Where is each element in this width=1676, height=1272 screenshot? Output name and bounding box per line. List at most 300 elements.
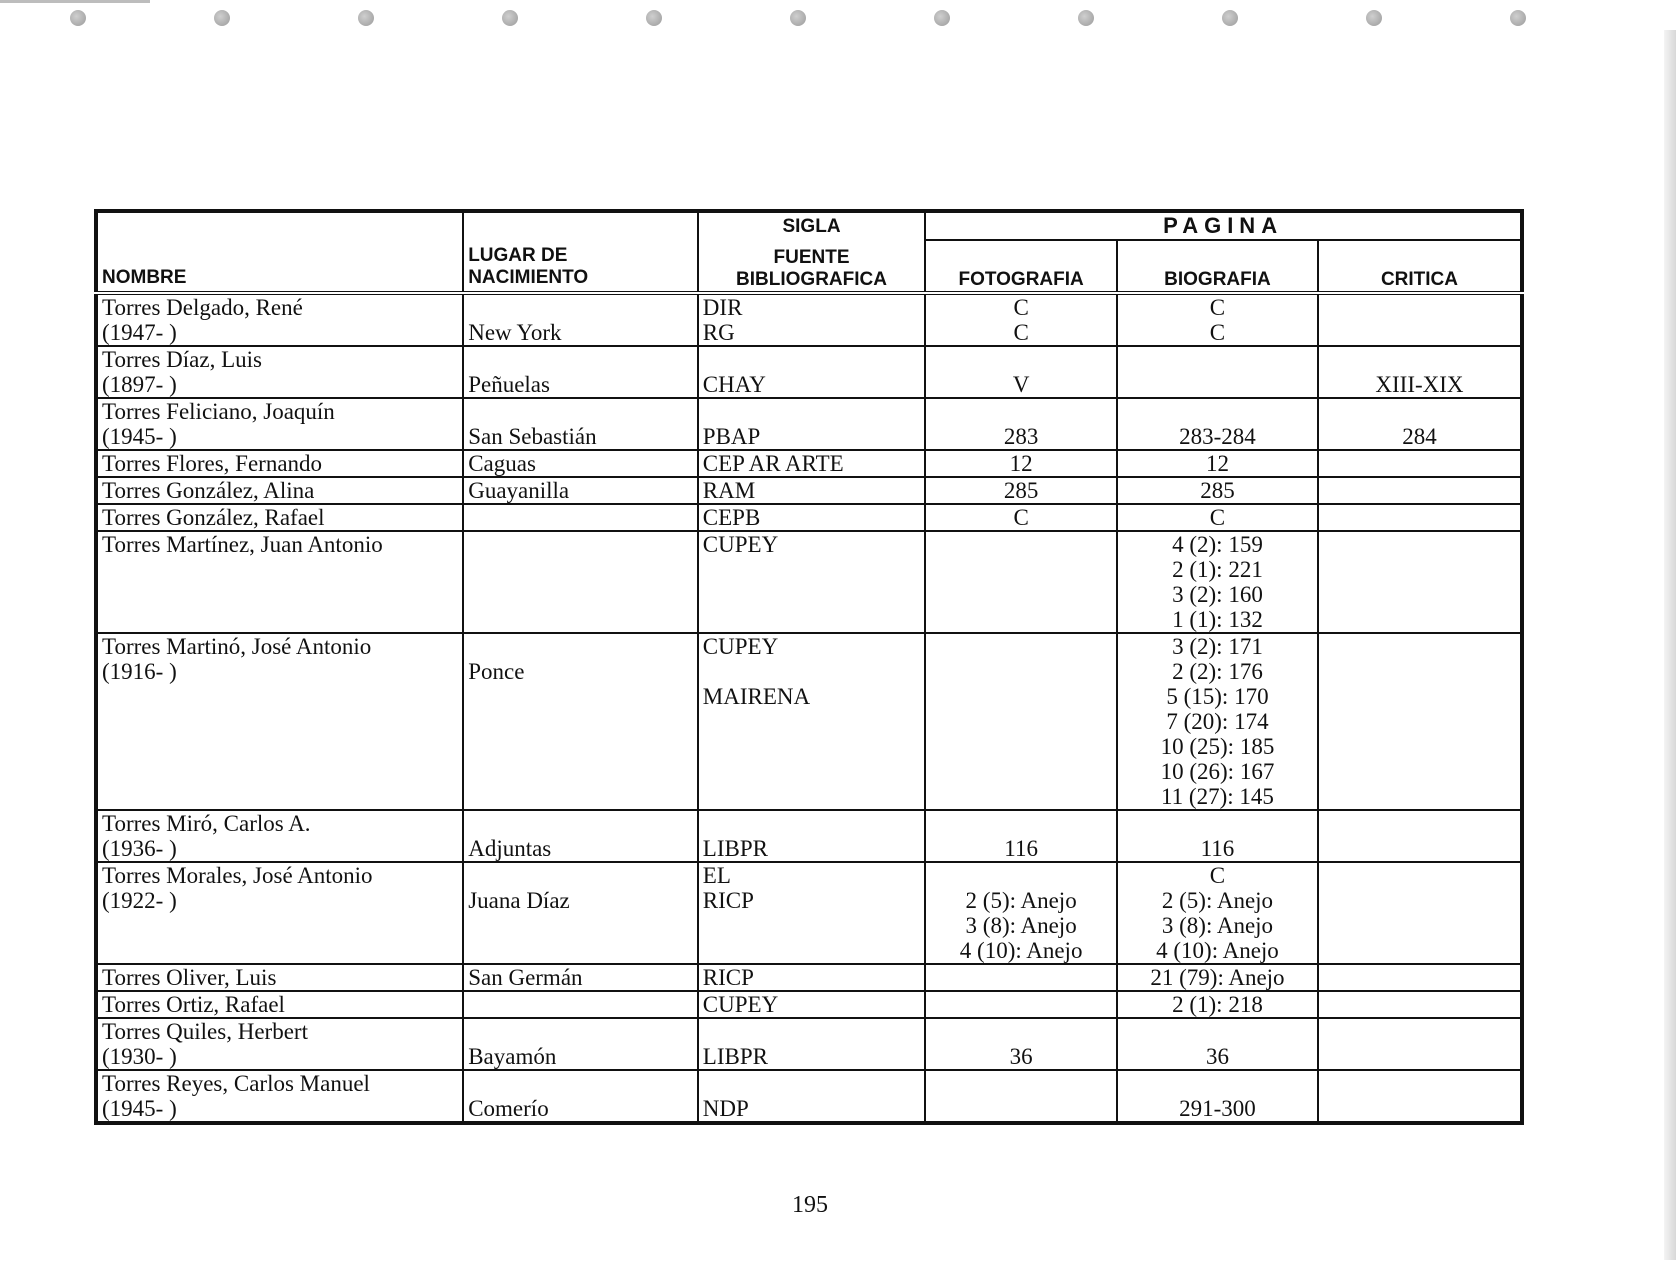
cell-sigla-line xyxy=(703,938,920,963)
cell-biografia xyxy=(1117,633,1318,810)
cell-nombre-line: Torres Miró, Carlos A. xyxy=(102,811,311,836)
col-header-biografia: BIOGRAFIA xyxy=(1117,240,1318,293)
cell-critica xyxy=(1318,1070,1522,1123)
cell-lugar-line: San Germán xyxy=(468,965,583,990)
cell-nombre-line: Torres Morales, José Antonio xyxy=(102,863,373,888)
cell-lugar-line: San Sebastián xyxy=(468,424,597,449)
table-body xyxy=(96,293,1522,1123)
cell-biografia-line: 7 (20): 174 xyxy=(1166,709,1269,734)
cell-lugar-line xyxy=(468,863,693,888)
cell-lugar-line xyxy=(468,709,693,734)
cell-nombre-line: (1916- ) xyxy=(102,659,177,684)
cell-sigla xyxy=(698,398,925,450)
cell-fotografia-line: 2 (5): Anejo xyxy=(965,888,1077,913)
table-row xyxy=(96,862,1522,964)
cell-sigla-line xyxy=(703,399,920,424)
cell-lugar-line xyxy=(468,607,693,632)
col-header-fuente xyxy=(698,240,925,293)
cell-nombre xyxy=(96,964,463,991)
cell-biografia xyxy=(1117,504,1318,531)
cell-biografia-line: 3 (8): Anejo xyxy=(1161,913,1274,938)
cell-critica xyxy=(1318,964,1522,991)
cell-fotografia-line xyxy=(930,684,1112,709)
punch-hole xyxy=(790,10,806,26)
cell-biografia-line: 10 (26): 167 xyxy=(1160,759,1275,784)
cell-sigla xyxy=(698,450,925,477)
cell-biografia xyxy=(1117,862,1318,964)
cell-nombre-line: Torres Reyes, Carlos Manuel xyxy=(102,1071,370,1096)
cell-sigla xyxy=(698,810,925,862)
cell-sigla xyxy=(698,346,925,398)
cell-fotografia-line xyxy=(930,734,1112,759)
col-header-fotografia: FOTOGRAFIA xyxy=(925,240,1117,293)
cell-sigla-line xyxy=(703,607,920,632)
cell-critica xyxy=(1318,293,1522,346)
cell-critica-line xyxy=(1323,634,1516,659)
col-header-lugar xyxy=(463,211,698,293)
cell-critica-line: XIII-XIX xyxy=(1375,372,1464,397)
cell-lugar xyxy=(463,531,698,633)
cell-biografia-line: 2 (1): 221 xyxy=(1172,557,1263,582)
punch-hole xyxy=(1366,10,1382,26)
cell-nombre xyxy=(96,531,463,633)
cell-critica xyxy=(1318,633,1522,810)
cell-critica xyxy=(1318,991,1522,1018)
cell-nombre xyxy=(96,346,463,398)
cell-biografia-line: 283-284 xyxy=(1179,424,1256,449)
cell-fotografia xyxy=(925,862,1117,964)
cell-fotografia-line xyxy=(930,1096,1112,1121)
cell-nombre xyxy=(96,1018,463,1070)
punch-hole xyxy=(1510,10,1526,26)
cell-fotografia-line: 36 xyxy=(1009,1044,1033,1069)
cell-sigla-line: CUPEY xyxy=(702,634,779,659)
cell-nombre-line: (1947- ) xyxy=(102,320,177,345)
table-row xyxy=(96,504,1522,531)
cell-lugar-line xyxy=(468,582,693,607)
cell-biografia-line xyxy=(1122,1019,1313,1044)
cell-biografia-line: 4 (2): 159 xyxy=(1172,532,1263,557)
cell-fotografia xyxy=(925,1070,1117,1123)
cell-biografia xyxy=(1117,450,1318,477)
cell-lugar-line xyxy=(468,734,693,759)
cell-lugar-line xyxy=(468,634,693,659)
cell-critica-line xyxy=(1323,659,1516,684)
cell-sigla-line xyxy=(703,1019,920,1044)
cell-nombre-line: Torres Oliver, Luis xyxy=(102,965,277,990)
cell-fotografia-line xyxy=(930,659,1112,684)
cell-fotografia xyxy=(925,398,1117,450)
cell-biografia-line: 10 (25): 185 xyxy=(1160,734,1275,759)
cell-critica-line xyxy=(1323,811,1516,836)
cell-lugar xyxy=(463,346,698,398)
cell-critica-line xyxy=(1323,784,1516,809)
punch-hole xyxy=(934,10,950,26)
biography-index-table xyxy=(94,209,1524,1125)
cell-fotografia-line xyxy=(930,582,1112,607)
table-row xyxy=(96,346,1522,398)
cell-fotografia-line: 116 xyxy=(1004,836,1038,861)
cell-nombre xyxy=(96,810,463,862)
cell-sigla xyxy=(698,964,925,991)
cell-biografia-line: 12 xyxy=(1205,451,1229,476)
cell-fotografia-line: 283 xyxy=(1003,424,1039,449)
table-row xyxy=(96,398,1522,450)
cell-lugar xyxy=(463,450,698,477)
cell-critica xyxy=(1318,1018,1522,1070)
cell-lugar-line xyxy=(468,759,693,784)
cell-lugar xyxy=(463,862,698,964)
cell-fotografia xyxy=(925,991,1117,1018)
cell-fotografia-line xyxy=(930,863,1112,888)
cell-critica-line xyxy=(1323,938,1516,963)
cell-fotografia-line xyxy=(930,1071,1112,1096)
cell-sigla-line: EL xyxy=(702,863,731,888)
cell-nombre xyxy=(96,633,463,810)
cell-biografia-line: 11 (27): 145 xyxy=(1161,784,1274,809)
cell-nombre-line xyxy=(102,582,458,607)
cell-nombre xyxy=(96,477,463,504)
cell-fotografia-line: 3 (8): Anejo xyxy=(965,913,1077,938)
cell-sigla-line xyxy=(703,784,920,809)
cell-critica xyxy=(1318,862,1522,964)
cell-critica-line xyxy=(1323,684,1516,709)
cell-sigla-line xyxy=(703,1071,920,1096)
cell-lugar xyxy=(463,293,698,346)
cell-fotografia xyxy=(925,477,1117,504)
cell-fotografia xyxy=(925,1018,1117,1070)
cell-critica xyxy=(1318,477,1522,504)
cell-critica-line xyxy=(1323,607,1516,632)
cell-nombre-line: (1936- ) xyxy=(102,836,177,861)
cell-biografia-line: 3 (2): 171 xyxy=(1172,634,1263,659)
cell-biografia-line xyxy=(1122,811,1313,836)
cell-biografia-line: 285 xyxy=(1200,478,1235,503)
cell-critica-line xyxy=(1323,347,1516,372)
cell-sigla-line xyxy=(703,759,920,784)
cell-critica xyxy=(1318,810,1522,862)
cell-lugar-line xyxy=(468,811,693,836)
cell-biografia-line: 2 (1): 218 xyxy=(1172,992,1263,1017)
cell-lugar xyxy=(463,477,698,504)
cell-nombre-line: Torres Ortiz, Rafael xyxy=(102,992,285,1017)
cell-lugar xyxy=(463,991,698,1018)
col-header-critica: CRITICA xyxy=(1318,240,1522,293)
table-row xyxy=(96,991,1522,1018)
cell-critica-line xyxy=(1323,295,1516,320)
cell-fotografia-line: 4 (10): Anejo xyxy=(959,938,1083,963)
cell-fotografia xyxy=(925,810,1117,862)
cell-sigla-line: CEP AR ARTE xyxy=(702,451,844,476)
table-row xyxy=(96,293,1522,346)
cell-critica-line xyxy=(1323,532,1516,557)
cell-fotografia-line xyxy=(930,532,1112,557)
cell-nombre-line: Torres Martinó, José Antonio xyxy=(102,634,372,659)
cell-lugar-line: Peñuelas xyxy=(468,372,550,397)
cell-sigla-line: LIBPR xyxy=(702,836,768,861)
cell-fotografia-line: C xyxy=(1013,505,1029,530)
cell-biografia-line xyxy=(1122,1071,1313,1096)
cell-biografia-line: 2 (2): 176 xyxy=(1172,659,1263,684)
cell-biografia-line: 5 (15): 170 xyxy=(1166,684,1269,709)
cell-nombre-line: Torres Quiles, Herbert xyxy=(102,1019,308,1044)
cell-nombre-line: Torres Flores, Fernando xyxy=(102,451,323,476)
cell-nombre-line xyxy=(102,784,458,809)
page-edge-shadow xyxy=(1664,30,1676,1260)
cell-fotografia-line xyxy=(930,607,1112,632)
cell-lugar-line xyxy=(468,1019,693,1044)
cell-fotografia-line xyxy=(930,1019,1112,1044)
punch-hole xyxy=(646,10,662,26)
cell-sigla-line: CUPEY xyxy=(702,532,779,557)
col-header-fuente-line1: FUENTE xyxy=(773,247,850,268)
cell-nombre-line: (1945- ) xyxy=(102,1096,177,1121)
cell-fotografia-line xyxy=(930,811,1112,836)
cell-biografia-line: C xyxy=(1209,505,1226,530)
punch-hole xyxy=(502,10,518,26)
cell-fotografia xyxy=(925,293,1117,346)
table-row xyxy=(96,531,1522,633)
cell-nombre xyxy=(96,1070,463,1123)
cell-biografia xyxy=(1117,477,1318,504)
cell-biografia-line: C xyxy=(1209,863,1226,888)
cell-biografia xyxy=(1117,1018,1318,1070)
cell-fotografia-line xyxy=(930,709,1112,734)
cell-nombre-line xyxy=(102,938,458,963)
table-row xyxy=(96,450,1522,477)
cell-lugar-line xyxy=(468,532,693,557)
cell-nombre-line: Torres González, Rafael xyxy=(102,505,325,530)
cell-biografia-line: C xyxy=(1209,320,1226,345)
cell-fotografia-line xyxy=(930,399,1112,424)
cell-biografia-line: 4 (10): Anejo xyxy=(1156,938,1279,963)
col-header-pagina: PAGINA xyxy=(925,211,1522,240)
cell-biografia-line: C xyxy=(1209,295,1226,320)
cell-critica-line: 284 xyxy=(1402,424,1437,449)
cell-biografia xyxy=(1117,991,1318,1018)
cell-nombre xyxy=(96,504,463,531)
cell-nombre xyxy=(96,293,463,346)
cell-fotografia-line: C xyxy=(1013,320,1029,345)
table-row xyxy=(96,1018,1522,1070)
cell-critica xyxy=(1318,504,1522,531)
cell-sigla xyxy=(698,531,925,633)
cell-lugar xyxy=(463,964,698,991)
cell-nombre-line: (1930- ) xyxy=(102,1044,177,1069)
table-row xyxy=(96,1070,1522,1123)
cell-lugar xyxy=(463,1018,698,1070)
cell-sigla-line: MAIRENA xyxy=(702,684,811,709)
cell-fotografia-line: C xyxy=(1013,295,1029,320)
cell-sigla-line: PBAP xyxy=(702,424,761,449)
cell-fotografia-line xyxy=(930,634,1112,659)
cell-sigla-line: RAM xyxy=(702,478,756,503)
cell-critica-line xyxy=(1323,399,1516,424)
cell-biografia-line: 1 (1): 132 xyxy=(1172,607,1263,632)
cell-sigla-line: RICP xyxy=(702,965,754,990)
cell-sigla xyxy=(698,293,925,346)
table-row xyxy=(96,477,1522,504)
cell-fotografia-line: 285 xyxy=(1003,478,1039,503)
cell-sigla-line xyxy=(703,659,920,684)
cell-fotografia xyxy=(925,346,1117,398)
cell-nombre-line: (1945- ) xyxy=(102,424,177,449)
cell-lugar-line xyxy=(468,347,693,372)
cell-sigla-line: CEPB xyxy=(702,505,761,530)
cell-critica-line xyxy=(1323,557,1516,582)
cell-lugar-line xyxy=(468,557,693,582)
cell-fotografia-line xyxy=(930,784,1112,809)
cell-biografia xyxy=(1117,810,1318,862)
punch-hole xyxy=(70,10,86,26)
cell-biografia xyxy=(1117,1070,1318,1123)
cell-biografia-line: 2 (5): Anejo xyxy=(1161,888,1274,913)
cell-fotografia xyxy=(925,504,1117,531)
cell-lugar-line xyxy=(468,938,693,963)
cell-lugar xyxy=(463,633,698,810)
cell-sigla xyxy=(698,862,925,964)
cell-biografia-line xyxy=(1122,372,1313,397)
cell-sigla xyxy=(698,477,925,504)
cell-sigla-line: LIBPR xyxy=(702,1044,768,1069)
cell-sigla-line xyxy=(703,709,920,734)
cell-nombre-line: Torres Feliciano, Joaquín xyxy=(102,399,335,424)
cell-biografia-line: 291-300 xyxy=(1179,1096,1256,1121)
cell-biografia xyxy=(1117,346,1318,398)
cell-critica-line xyxy=(1323,1071,1516,1096)
cell-sigla xyxy=(698,1018,925,1070)
cell-nombre-line: (1897- ) xyxy=(102,372,177,397)
cell-biografia-line xyxy=(1122,347,1313,372)
cell-critica-line xyxy=(1323,863,1516,888)
cell-nombre-line xyxy=(102,709,458,734)
cell-lugar-line: Juana Díaz xyxy=(468,888,570,913)
cell-sigla-line xyxy=(703,557,920,582)
punch-hole xyxy=(358,10,374,26)
cell-fotografia-line xyxy=(930,347,1112,372)
cell-nombre xyxy=(96,991,463,1018)
cell-critica-line xyxy=(1323,451,1516,476)
col-header-lugar-line2: NACIMIENTO xyxy=(468,267,589,288)
scan-edge xyxy=(0,0,150,3)
cell-nombre-line xyxy=(102,759,458,784)
col-header-lugar-line1: LUGAR DE xyxy=(468,245,568,266)
cell-sigla-line xyxy=(703,347,920,372)
cell-nombre xyxy=(96,398,463,450)
cell-nombre xyxy=(96,450,463,477)
cell-sigla-line xyxy=(703,734,920,759)
cell-sigla xyxy=(698,633,925,810)
cell-critica-line xyxy=(1323,992,1516,1017)
cell-critica-line xyxy=(1323,734,1516,759)
cell-lugar-line: Bayamón xyxy=(468,1044,557,1069)
cell-critica-line xyxy=(1323,709,1516,734)
cell-biografia-line: 36 xyxy=(1205,1044,1229,1069)
cell-biografia xyxy=(1117,531,1318,633)
cell-critica-line xyxy=(1323,913,1516,938)
cell-critica-line xyxy=(1323,1044,1516,1069)
cell-nombre-line: (1922- ) xyxy=(102,888,177,913)
cell-lugar-line: Comerío xyxy=(468,1096,549,1121)
cell-nombre-line: Torres González, Alina xyxy=(102,478,315,503)
cell-lugar-line: Ponce xyxy=(468,659,525,684)
cell-sigla xyxy=(698,504,925,531)
cell-biografia-line xyxy=(1122,399,1313,424)
cell-nombre-line xyxy=(102,913,458,938)
punch-holes xyxy=(0,10,1676,30)
punch-hole xyxy=(214,10,230,26)
cell-lugar-line: Caguas xyxy=(468,451,536,476)
cell-nombre-line xyxy=(102,734,458,759)
page-number: 195 xyxy=(792,1192,828,1218)
cell-sigla-line xyxy=(703,811,920,836)
cell-biografia xyxy=(1117,398,1318,450)
cell-fotografia-line: 12 xyxy=(1009,451,1033,476)
cell-sigla-line xyxy=(703,582,920,607)
cell-fotografia-line xyxy=(930,759,1112,784)
cell-critica-line xyxy=(1323,965,1516,990)
cell-fotografia xyxy=(925,633,1117,810)
cell-nombre-line: Torres Delgado, René xyxy=(102,295,303,320)
cell-lugar-line xyxy=(468,505,693,530)
cell-sigla-line: CUPEY xyxy=(702,992,779,1017)
cell-lugar-line xyxy=(468,684,693,709)
cell-lugar-line xyxy=(468,913,693,938)
cell-biografia xyxy=(1117,293,1318,346)
cell-lugar-line xyxy=(468,784,693,809)
cell-fotografia xyxy=(925,531,1117,633)
cell-sigla-line: RG xyxy=(702,320,735,345)
col-header-nombre: NOMBRE xyxy=(96,211,463,293)
cell-lugar xyxy=(463,1070,698,1123)
cell-biografia xyxy=(1117,964,1318,991)
col-header-fuente-line2: BIBLIOGRAFICA xyxy=(736,269,887,290)
cell-fotografia-line xyxy=(930,557,1112,582)
cell-critica-line xyxy=(1323,1096,1516,1121)
cell-critica xyxy=(1318,531,1522,633)
cell-sigla-line: CHAY xyxy=(702,372,766,397)
cell-fotografia-line xyxy=(930,965,1112,990)
cell-critica-line xyxy=(1323,582,1516,607)
cell-nombre-line xyxy=(102,557,458,582)
cell-lugar xyxy=(463,398,698,450)
cell-lugar-line: New York xyxy=(468,320,562,345)
cell-sigla-line: NDP xyxy=(702,1096,749,1121)
table-row xyxy=(96,810,1522,862)
cell-critica-line xyxy=(1323,320,1516,345)
cell-biografia-line: 21 (79): Anejo xyxy=(1150,965,1285,990)
cell-biografia-line: 116 xyxy=(1200,836,1235,861)
cell-lugar-line xyxy=(468,992,693,1017)
cell-lugar-line: Adjuntas xyxy=(468,836,552,861)
cell-critica-line xyxy=(1323,478,1516,503)
cell-sigla xyxy=(698,991,925,1018)
cell-critica xyxy=(1318,398,1522,450)
cell-fotografia-line xyxy=(930,992,1112,1017)
punch-hole xyxy=(1222,10,1238,26)
cell-sigla-line xyxy=(703,913,920,938)
cell-nombre-line xyxy=(102,684,458,709)
punch-hole xyxy=(1078,10,1094,26)
cell-critica-line xyxy=(1323,1019,1516,1044)
cell-fotografia-line: V xyxy=(1012,372,1030,397)
table-row xyxy=(96,633,1522,810)
table-header xyxy=(96,211,1522,293)
table-row xyxy=(96,964,1522,991)
cell-sigla-line: RICP xyxy=(702,888,754,913)
cell-nombre-line xyxy=(102,607,458,632)
cell-lugar-line xyxy=(468,295,693,320)
